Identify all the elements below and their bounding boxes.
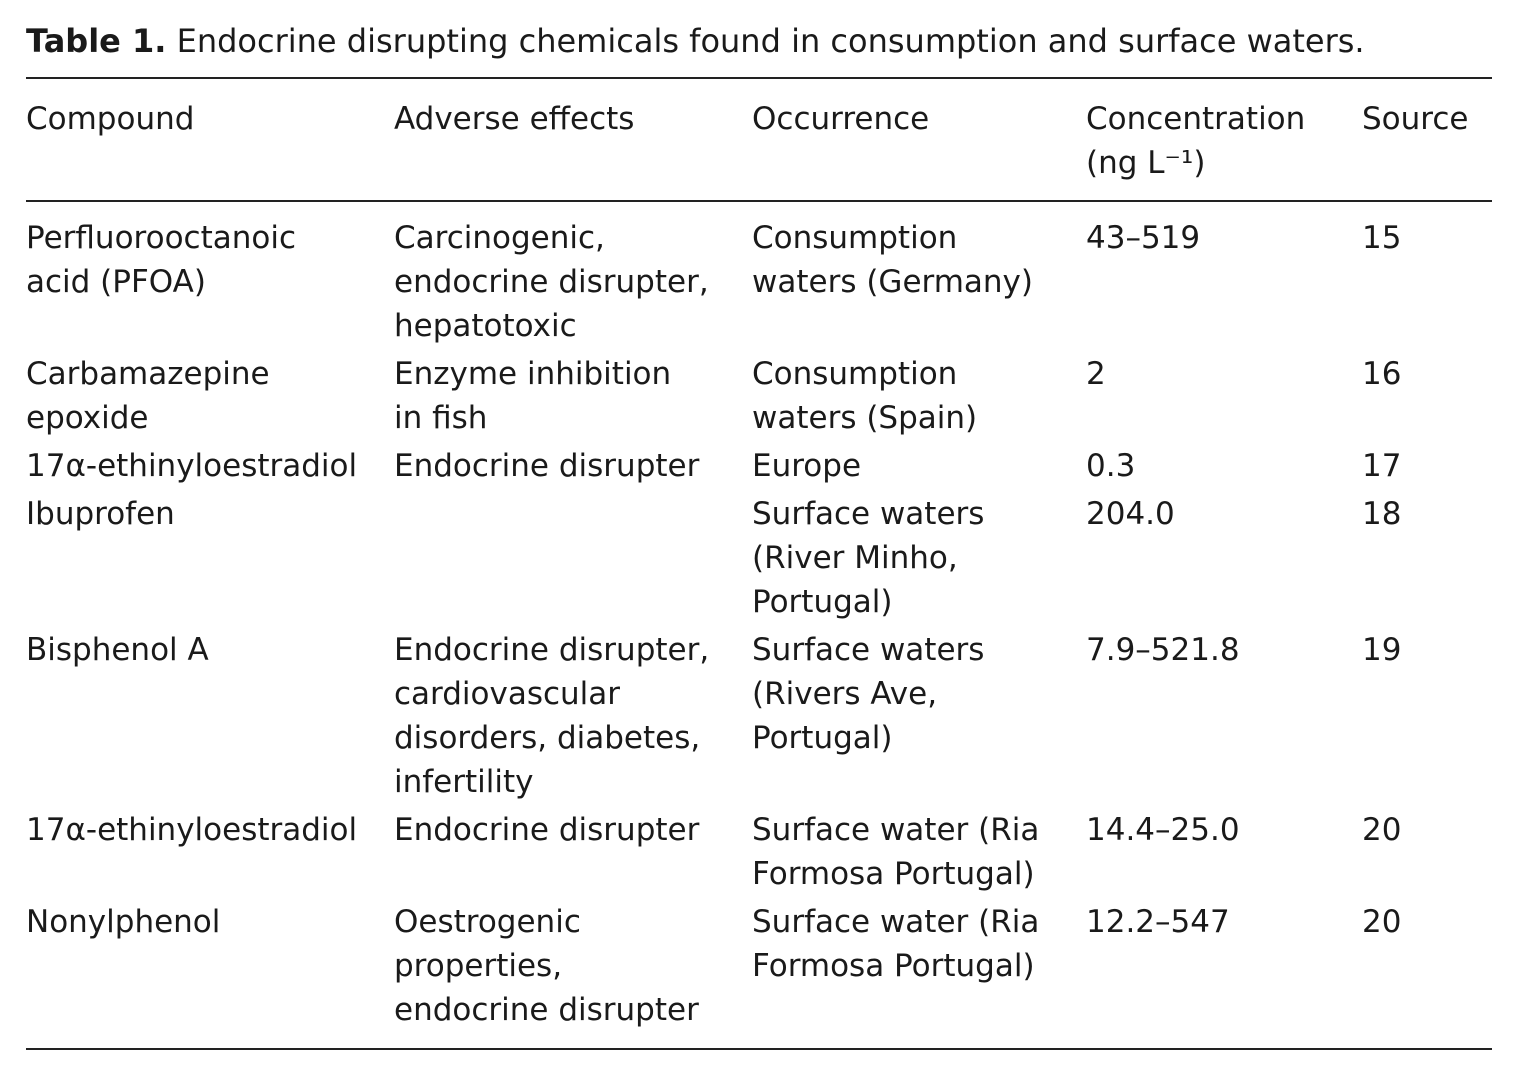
cell-compound: 17α-ethinyloestradiol	[26, 448, 358, 484]
cell-occurrence: Surface water (Ria Formosa Portugal)	[752, 904, 1040, 984]
table-row	[26, 628, 1492, 808]
cell-adverse-effects: Oestrogenic properties, endocrine disrupter	[394, 904, 699, 1028]
cell-occurrence: Consumption waters (Germany)	[752, 220, 1033, 300]
header-occurrence: Occurrence	[752, 101, 930, 137]
cell-concentration: 7.9–521.8	[1086, 632, 1240, 668]
cell-compound: Ibuprofen	[26, 496, 175, 532]
cell-source: 20	[1362, 904, 1402, 940]
cell-occurrence: Surface waters (River Minho, Portugal)	[752, 496, 985, 620]
header-concentration: Concentration (ng L⁻¹)	[1086, 101, 1306, 181]
cell-adverse-effects: Enzyme inhibition in fish	[394, 356, 672, 436]
header-row	[26, 79, 1492, 200]
cell-occurrence: Surface water (Ria Formosa Portugal)	[752, 812, 1040, 892]
table-header	[26, 79, 1492, 202]
cell-compound: Carbamazepine epoxide	[26, 356, 270, 436]
cell-occurrence: Consumption waters (Spain)	[752, 356, 978, 436]
data-table	[26, 79, 1492, 1048]
cell-concentration: 2	[1086, 356, 1106, 392]
table-row	[26, 808, 1492, 900]
cell-source: 15	[1362, 220, 1402, 256]
table-row	[26, 352, 1492, 444]
cell-adverse-effects	[394, 492, 752, 628]
table-row	[26, 492, 1492, 628]
table-body	[26, 202, 1492, 1048]
table-container	[26, 14, 1492, 1050]
header-compound: Compound	[26, 101, 195, 137]
header-adverse-effects: Adverse effects	[394, 101, 635, 137]
cell-concentration: 12.2–547	[1086, 904, 1230, 940]
cell-occurrence: Surface waters (Rivers Ave, Portugal)	[752, 632, 985, 756]
table-caption-text: Endocrine disrupting chemicals found in consumption and surface waters.	[176, 22, 1365, 60]
cell-occurrence: Europe	[752, 448, 862, 484]
cell-compound: Bisphenol A	[26, 632, 209, 668]
table-caption	[26, 14, 1492, 68]
cell-adverse-effects: Endocrine disrupter, cardiovascular disorders, diabetes, infertility	[394, 632, 710, 800]
table-bottom-rule	[26, 1048, 1492, 1050]
cell-concentration: 0.3	[1086, 448, 1136, 484]
cell-source: 19	[1362, 632, 1402, 668]
cell-concentration: 204.0	[1086, 496, 1175, 532]
cell-source: 18	[1362, 496, 1402, 532]
cell-concentration: 43–519	[1086, 220, 1201, 256]
header-source: Source	[1362, 101, 1469, 137]
table-row	[26, 444, 1492, 492]
cell-source: 16	[1362, 356, 1402, 392]
cell-compound: Perfluorooctanoic acid (PFOA)	[26, 220, 297, 300]
table-row	[26, 202, 1492, 352]
cell-adverse-effects: Carcinogenic, endocrine disrupter, hepatotoxic	[394, 220, 709, 344]
cell-compound: Nonylphenol	[26, 904, 221, 940]
cell-adverse-effects: Endocrine disrupter	[394, 812, 700, 848]
cell-adverse-effects: Endocrine disrupter	[394, 448, 700, 484]
cell-compound: 17α-ethinyloestradiol	[26, 812, 358, 848]
cell-source: 20	[1362, 812, 1402, 848]
cell-source: 17	[1362, 448, 1402, 484]
table-row	[26, 900, 1492, 1048]
table-caption-label: Table 1.	[26, 22, 167, 60]
cell-concentration: 14.4–25.0	[1086, 812, 1240, 848]
